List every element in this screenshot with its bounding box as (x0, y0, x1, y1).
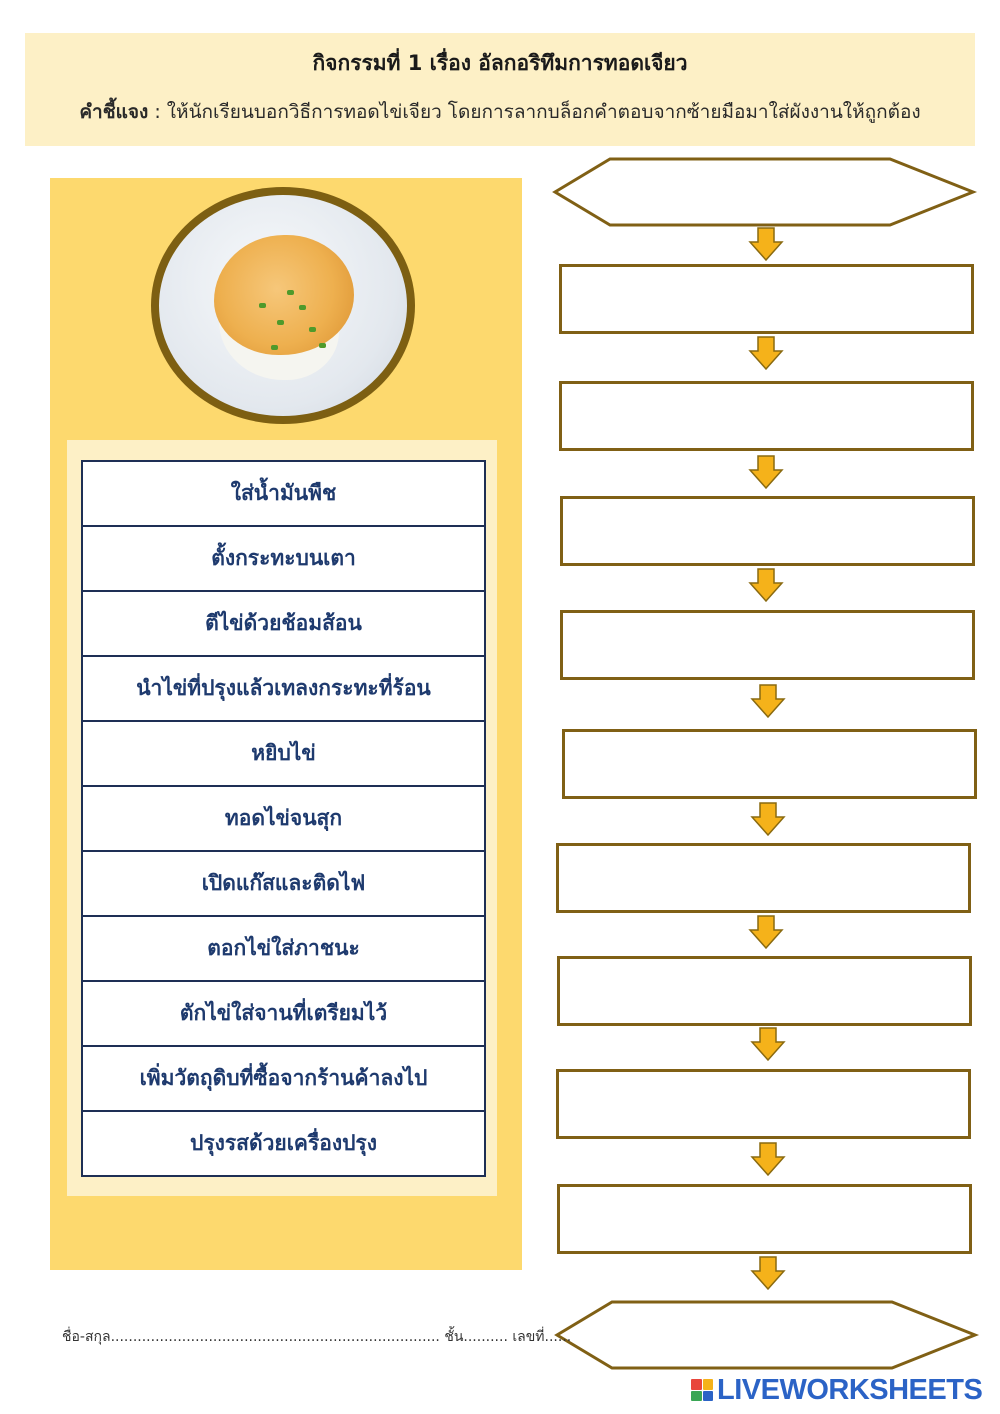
arrow-down-icon (750, 684, 786, 718)
omelette-image (151, 187, 415, 424)
answer-card[interactable]: นำไข่ที่ปรุงแล้วเทลงกระทะที่ร้อน (83, 657, 484, 722)
answer-card[interactable]: ตอกไข่ใส่ภาชนะ (83, 917, 484, 982)
arrow-down-icon (750, 802, 786, 836)
answer-card[interactable]: เพิ่มวัตถุดิบที่ซื้อจากร้านค้าลงไป (83, 1047, 484, 1112)
instruction-text: : ให้นักเรียนบอกวิธีการทอดไข่เจียว โดยการลากบล็อกคำตอบจากซ้ายมือมาใส่ผังงานให้ถูกต้อง (148, 101, 921, 123)
answer-card[interactable]: ตีไข่ด้วยช้อมส้อน (83, 592, 484, 657)
answer-card[interactable]: ตั้งกระทะบนเตา (83, 527, 484, 592)
flow-step-box[interactable] (562, 729, 977, 799)
arrow-down-icon (748, 568, 784, 602)
liveworksheets-logo-text: LIVEWORKSHEETS (717, 1373, 983, 1406)
flow-step-box[interactable] (557, 1184, 972, 1254)
answer-card[interactable]: ปรุงรสด้วยเครื่องปรุง (190, 1131, 377, 1155)
answer-card[interactable]: ทอดไข่จนสุก (83, 787, 484, 852)
answer-card[interactable]: เปิดแก๊สและติดไฟ (83, 852, 484, 917)
arrow-down-icon (748, 455, 784, 489)
arrow-down-icon (750, 1027, 786, 1061)
instruction-line (25, 97, 975, 127)
flow-step-box[interactable] (556, 843, 971, 913)
instruction-label: คำชี้แจง (79, 101, 149, 123)
flow-step-box[interactable] (556, 1069, 971, 1139)
flow-step-box[interactable] (560, 496, 975, 566)
flow-step-box[interactable] (557, 956, 972, 1026)
flow-step-box[interactable] (559, 264, 974, 334)
liveworksheets-logo-icon (691, 1379, 713, 1401)
answer-card[interactable]: ตักไข่ใส่จานที่เตรียมไว้ (83, 982, 484, 1047)
arrow-down-icon (748, 227, 784, 261)
flow-step-box[interactable] (559, 381, 974, 451)
arrow-down-icon (748, 336, 784, 370)
page-title: กิจกรรมที่ 1 เรื่อง อัลกอริทึมการทอดเจียว (312, 51, 688, 75)
arrow-down-icon (748, 915, 784, 949)
answer-card-list (81, 460, 486, 1177)
arrow-down-icon (750, 1256, 786, 1290)
arrow-down-icon (750, 1142, 786, 1176)
flow-end-terminal[interactable] (552, 1299, 980, 1371)
answer-card[interactable]: หยิบไข่ (83, 722, 484, 787)
flow-step-box[interactable] (560, 610, 975, 680)
student-info-line: ชื่อ-สกุล.......................................................................... ชั้น.......... เลขที่...... (62, 1329, 572, 1345)
answer-card[interactable]: ใส่น้ำมันพืช (83, 462, 484, 527)
instruction-header (25, 33, 975, 146)
liveworksheets-logo (691, 1374, 982, 1406)
flow-start-terminal[interactable] (550, 156, 978, 228)
